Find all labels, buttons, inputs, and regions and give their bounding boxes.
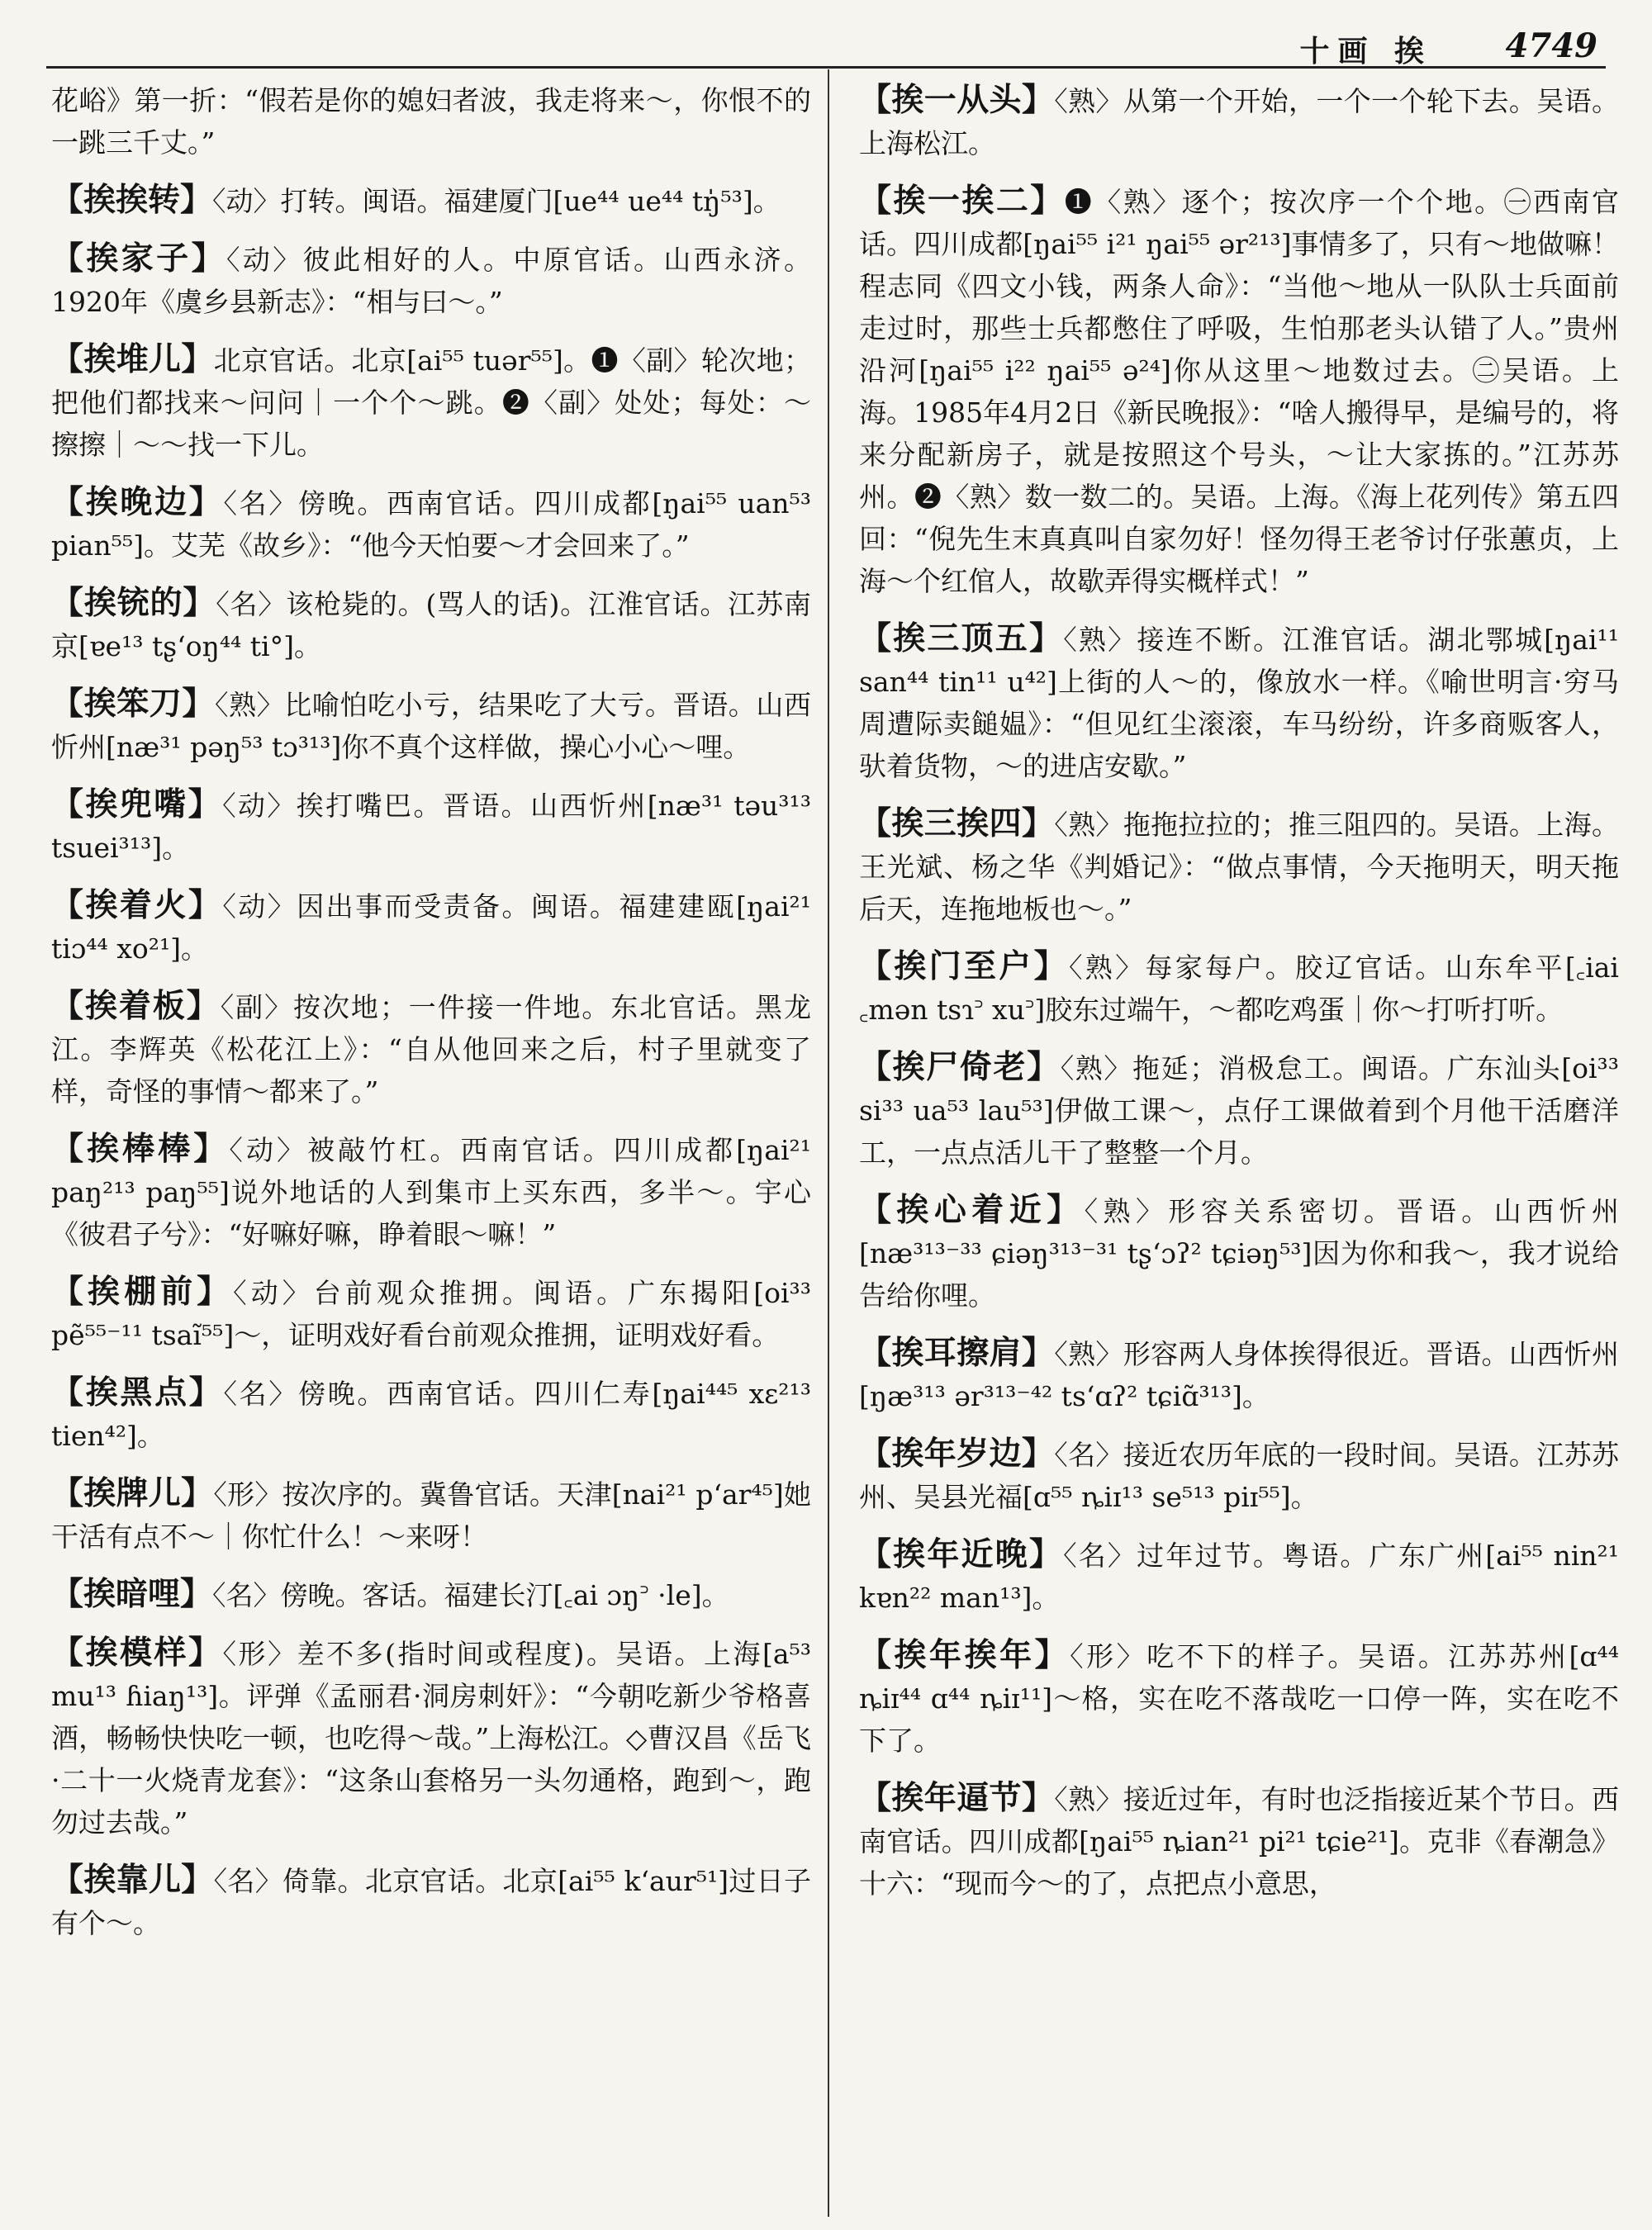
left-entry-list <box>51 179 811 1944</box>
entry-headword: 【挨年岁边】 <box>859 1435 1055 1473</box>
dictionary-entry <box>51 1573 811 1616</box>
entry-definition: 〈熟〉形容关系密切。晋语。山西忻州[næ³¹³⁻³³ ɕiəŋ³¹³⁻³¹ tʂʻɔʔ² tɕiəŋ⁵³]因为你和我～，我才说给告给你哩。 <box>859 1195 1619 1312</box>
entry-headword: 【挨棒棒】 <box>51 1130 230 1168</box>
dictionary-entry <box>859 1534 1619 1619</box>
right-entry-list <box>859 79 1619 1905</box>
entry-definition: 北京官话。北京[ai⁵⁵ tuər⁵⁵]。❶〈副〉轮次地；把他们都找来～问问｜一个个～跳。❷〈副〉处处；每处：～擦擦｜～～找一下儿。 <box>51 344 811 461</box>
entry-headword: 【挨门至户】 <box>859 947 1069 985</box>
dictionary-entry <box>51 1859 811 1944</box>
entry-headword: 【挨一从头】 <box>859 81 1055 119</box>
entry-definition: 〈名〉傍晚。西南官话。四川仁寿[ŋai⁴⁴⁵ xɛ²¹³ tien⁴²]。 <box>51 1378 811 1452</box>
entry-headword: 【挨三挨四】 <box>859 804 1055 842</box>
entry-definition: 〈熟〉拖延；消极怠工。闽语。广东汕头[oi³³ si³³ ua⁵³ lau⁵³]伊做工课～，点仔工课做着到个月他干活磨洋工，一点点活儿干了整整一个月。 <box>859 1052 1619 1169</box>
dictionary-entry <box>51 238 811 323</box>
entry-headword: 【挨尸倚老】 <box>859 1048 1061 1086</box>
dictionary-entry <box>51 339 811 466</box>
dictionary-entry <box>51 885 811 970</box>
entry-definition: 〈副〉按次地；一件接一件地。东北官话。黑龙江。李辉英《松花江上》：“自从他回来之后，村子里就变了样，奇怪的事情～都来了。” <box>51 991 811 1108</box>
dictionary-entry <box>51 1632 811 1843</box>
entry-definition: 〈熟〉形容两人身体挨得很近。晋语。山西忻州[ŋæ³¹³ ər³¹³⁻⁴² tsʻɑʔ² tɕiɑ̃³¹³]。 <box>859 1338 1619 1412</box>
entry-definition: 〈熟〉比喻怕吃小亏，结果吃了大亏。晋语。山西忻州[næ³¹ pəŋ⁵³ tɔ³¹³]你不真个这样做，操心小心～哩。 <box>51 689 811 763</box>
entry-headword: 【挨三顶五】 <box>859 619 1064 657</box>
dictionary-entry <box>51 784 811 869</box>
entry-definition: 〈形〉按次序的。冀鲁官话。天津[nai²¹ pʻar⁴⁵]她干活有点不～｜你忙什么！～来呀！ <box>51 1478 811 1553</box>
dictionary-entry <box>859 1046 1619 1174</box>
entry-headword: 【挨黑点】 <box>51 1374 224 1412</box>
dictionary-entry <box>859 1332 1619 1417</box>
dictionary-entry <box>859 1433 1619 1518</box>
entry-definition: 〈熟〉每家每户。胶辽官话。山东牟平[꜀iai ꜀mən tsɿ꜄ xu꜄]胶东过端午，～都吃鸡蛋｜你～打听打听。 <box>859 951 1619 1026</box>
dictionary-entry <box>51 1271 811 1356</box>
entry-definition: 〈动〉被敲竹杠。西南官话。四川成都[ŋai²¹ paŋ²¹³ paŋ⁵⁵]说外地话的人到集市上买东西，多半～。宇心《彼君子兮》：“好嘛好嘛，睁着眼～嘛！” <box>51 1134 811 1250</box>
entry-definition: 〈名〉傍晚。客话。福建长汀[꜀ai ɔŋ꜄ ·le]。 <box>212 1579 729 1611</box>
entry-definition: 〈名〉傍晚。西南官话。四川成都[ŋai⁵⁵ uan⁵³ pian⁵⁵]。艾芜《故乡》：“他今天怕要～才会回来了。” <box>51 487 811 562</box>
dictionary-entry <box>51 985 811 1113</box>
entry-headword: 【挨着火】 <box>51 886 223 924</box>
dictionary-entry <box>51 179 811 222</box>
dictionary-entry <box>51 1372 811 1457</box>
dictionary-entry <box>859 1777 1619 1905</box>
entry-headword: 【挨年挨年】 <box>859 1636 1070 1674</box>
entry-definition: 〈形〉吃不下的样子。吴语。江苏苏州[ɑ⁴⁴ ȵiɪ⁴⁴ ɑ⁴⁴ ȵiɪ¹¹]～格，实在吃不落哉吃一口停一阵，实在吃不下了。 <box>859 1640 1619 1757</box>
page-header <box>46 15 1606 69</box>
entry-headword: 【挨兜嘴】 <box>51 785 223 823</box>
entry-definition: 〈熟〉拖拖拉拉的；推三阻四的。吴语。上海。王光斌、杨之华《判婚记》：“做点事情，今天拖明天，明天拖后天，连拖地板也～。” <box>859 809 1619 925</box>
dictionary-entry <box>51 582 811 667</box>
entry-definition: 〈动〉因出事而受责备。闽语。福建建瓯[ŋai²¹ tiɔ⁴⁴ xo²¹]。 <box>51 890 811 965</box>
dictionary-entry <box>859 1635 1619 1762</box>
entry-headword: 【挨年近晚】 <box>859 1535 1064 1573</box>
dictionary-entry <box>859 180 1619 602</box>
entry-headword: 【挨耳擦肩】 <box>859 1334 1055 1372</box>
entry-definition: 〈名〉该枪毙的。(骂人的话)。江淮官话。江苏南京[ɐe¹³ tʂʻoŋ⁴⁴ ti°]。 <box>51 588 811 662</box>
entry-definition: 〈动〉彼此相好的人。中原官话。山西永济。1920年《虞乡县新志》：“相与曰～。” <box>51 244 811 318</box>
entry-headword: 【挨心着近】 <box>859 1191 1085 1229</box>
entry-headword: 【挨暗哩】 <box>51 1575 213 1613</box>
entry-definition: 〈名〉接近农历年底的一段时间。吴语。江苏苏州、吴县光福[ɑ⁵⁵ ȵiɪ¹³ se⁵¹³ piɪ⁵⁵]。 <box>859 1439 1619 1513</box>
entry-definition: 〈动〉台前观众推拥。闽语。广东揭阳[oi³³ pẽ⁵⁵⁻¹¹ tsaĩ⁵⁵]～，证明戏好看台前观众推拥，证明戏好看。 <box>51 1277 811 1351</box>
entry-definition: 〈熟〉从第一个开始，一个一个轮下去。吴语。上海松江。 <box>859 85 1619 159</box>
page-number: 4749 <box>1505 26 1597 65</box>
dictionary-entry <box>51 482 811 567</box>
entry-definition: 〈熟〉接连不断。江淮官话。湖北鄂城[ŋai¹¹ san⁴⁴ tin¹¹ u⁴²]上街的人～的，像放水一样。《喻世明言·穷马周遭际卖䭔媪》：“但见红尘滚滚，车马纷纷，许多商贩客人，驮着货物，～的进店安歇。” <box>859 624 1619 782</box>
entry-headword: 【挨着板】 <box>51 987 221 1025</box>
entry-headword: 【挨晚边】 <box>51 483 224 521</box>
entry-definition: 〈名〉过年过节。粤语。广东广州[ai⁵⁵ nin²¹ kɐn²² man¹³]。 <box>859 1540 1619 1614</box>
column-divider <box>828 69 829 2217</box>
dictionary-entry <box>859 1189 1619 1317</box>
entry-definition: 〈动〉挨打嘴巴。晋语。山西忻州[næ³¹ təu³¹³ tsuei³¹³]。 <box>51 790 811 864</box>
entry-definition: 〈动〉打转。闽语。福建厦门[ue⁴⁴ ue⁴⁴ tŋ̍⁵³]。 <box>212 185 781 217</box>
dictionary-entry <box>51 683 811 768</box>
entry-definition: ❶〈熟〉逐个；按次序一个个地。㊀西南官话。四川成都[ŋai⁵⁵ i²¹ ŋai⁵⁵ ər²¹³]事情多了，只有～地做嘛！程志同《四文小钱，两条人命》：“当他～地从一队队士兵面前走过时，那些士兵都憋住了呼吸，生怕那老头认错了人。”贵州沿河[ŋai⁵⁵ i²² ŋai⁵⁵ ə²⁴]你从这里～地数过去。㊁吴语。上海。1985年4月2日《新民晚报》：“啥人搬得早，是编号的，将来分配新房子，就是按照这个号头，～让大家拣的。”江苏苏州。❷〈熟〉数一数二的。吴语。上海。《海上花列传》第五四回：“倪先生末真真叫自家勿好！怪勿得王老爷讨仔张蕙贞，上海～个红倌人，故歇弄得实概样式！” <box>859 186 1619 597</box>
entry-headword: 【挨铳的】 <box>51 584 216 622</box>
entry-headword: 【挨家子】 <box>51 240 226 278</box>
continuation-text: 花峪》第一折：“假若是你的媳妇者波，我走将来～，你恨不的一跳三千丈。” <box>51 84 811 159</box>
section-title: 十画 挨 <box>1299 34 1432 69</box>
dictionary-entry <box>51 1473 811 1558</box>
entry-headword: 【挨模样】 <box>51 1634 223 1672</box>
dictionary-entry <box>859 618 1619 787</box>
entry-headword: 【挨一挨二】 <box>859 182 1065 220</box>
entry-definition: 〈熟〉接近过年，有时也泛指接近某个节日。西南官话。四川成都[ŋai⁵⁵ ȵian²¹ pi²¹ tɕie²¹]。克非《春潮急》十六：“现而今～的了，点把点小意思， <box>859 1783 1619 1900</box>
dictionary-entry <box>859 803 1619 930</box>
dictionary-entry <box>51 1128 811 1255</box>
entry-headword: 【挨牌儿】 <box>51 1474 214 1512</box>
entry-definition: 〈名〉倚靠。北京官话。北京[ai⁵⁵ kʻaur⁵¹]过日子有个～。 <box>51 1865 811 1939</box>
entry-headword: 【挨笨刀】 <box>51 685 215 723</box>
right-column <box>859 79 1619 1920</box>
dictionary-entry <box>859 79 1619 164</box>
entry-headword: 【挨棚前】 <box>51 1273 234 1311</box>
entry-headword: 【挨年逼节】 <box>859 1779 1055 1817</box>
entry-definition: 〈形〉差不多(指时间或程度)。吴语。上海[a⁵³ mu¹³ ɦiaŋ¹³]。评弹《孟丽君·洞房刺奸》：“今朝吃新少爷格喜酒，畅畅快快吃一顿，也吃得～哉。”上海松江。◇曹汉昌《岳飞·二十一火烧青龙套》：“这条山套格另一头勿通格，跑到～，跑勿过去哉。” <box>51 1638 811 1839</box>
entry-headword: 【挨挨转】 <box>51 181 213 219</box>
left-column <box>51 79 811 1960</box>
entry-headword: 【挨靠儿】 <box>51 1861 214 1899</box>
dictionary-entry <box>859 946 1619 1031</box>
entry-headword: 【挨堆儿】 <box>51 340 214 378</box>
